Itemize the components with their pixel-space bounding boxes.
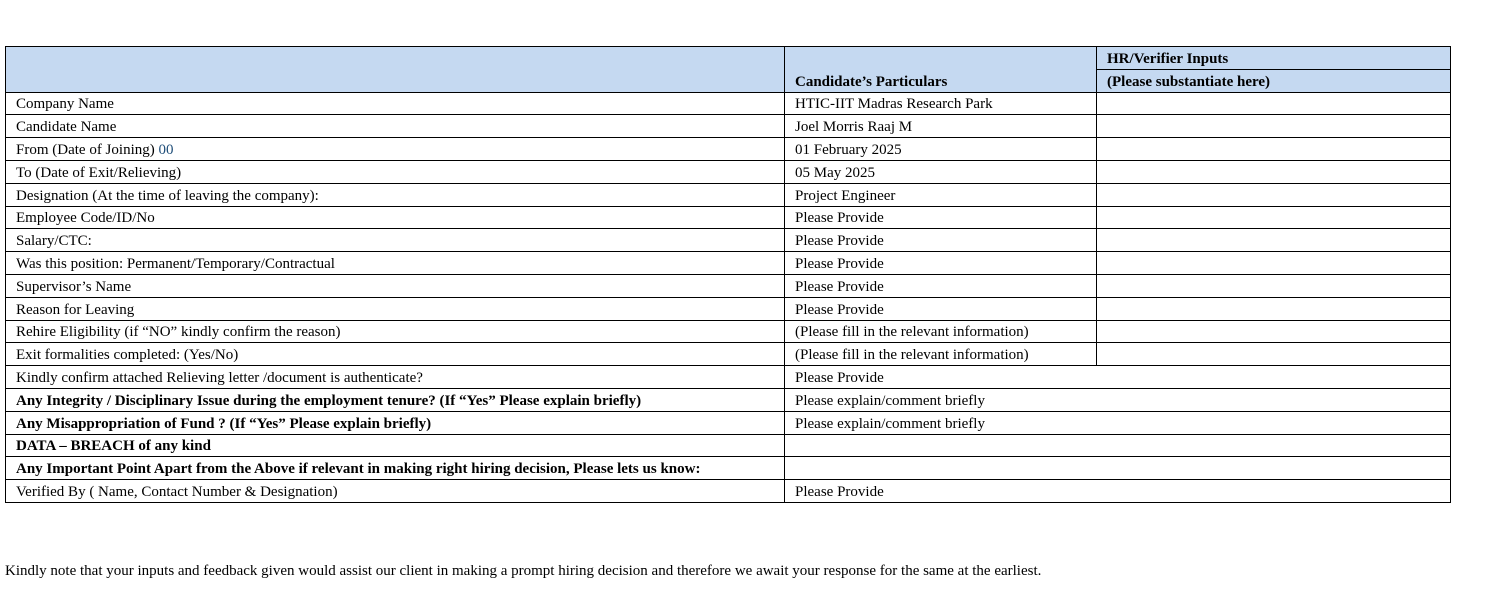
row-value: (Please fill in the relevant information)	[785, 320, 1097, 343]
table-row	[6, 252, 1451, 275]
row-value: Please Provide	[785, 297, 1097, 320]
table-row	[6, 138, 1451, 161]
table-row	[6, 457, 1451, 480]
table-row	[6, 274, 1451, 297]
table-row	[6, 115, 1451, 138]
row-label: Company Name	[6, 92, 785, 115]
row-label: Supervisor’s Name	[6, 274, 785, 297]
hr-input-cell[interactable]	[1097, 160, 1451, 183]
row-value: Please Provide	[785, 274, 1097, 297]
row-label-suffix: 00	[158, 141, 174, 158]
row-label: DATA – BREACH of any kind	[6, 434, 785, 457]
row-value-wide[interactable]: Please Provide	[785, 366, 1451, 389]
hr-input-cell[interactable]	[1097, 297, 1451, 320]
row-value: 01 February 2025	[785, 138, 1097, 161]
footer-note: Kindly note that your inputs and feedback given would assist our client in making a prompt hiring decision and therefore we await your response for the same at the earliest.	[5, 563, 1042, 579]
row-label: Any Important Point Apart from the Above if relevant in making right hiring decision, Please lets us know:	[6, 457, 785, 480]
hr-input-cell[interactable]	[1097, 206, 1451, 229]
row-value-wide[interactable]: Please Provide	[785, 480, 1451, 503]
row-value-wide[interactable]: Please explain/comment briefly	[785, 411, 1451, 434]
hr-input-cell[interactable]	[1097, 252, 1451, 275]
hr-input-cell[interactable]	[1097, 343, 1451, 366]
row-label: Any Integrity / Disciplinary Issue during the employment tenure? (If “Yes” Please explain briefly)	[6, 388, 785, 411]
table-row	[6, 366, 1451, 389]
row-value: Please Provide	[785, 252, 1097, 275]
row-label: Candidate Name	[6, 115, 785, 138]
row-label: To (Date of Exit/Relieving)	[6, 160, 785, 183]
row-value: Please Provide	[785, 229, 1097, 252]
table-row	[6, 480, 1451, 503]
table-row	[6, 206, 1451, 229]
row-value: 05 May 2025	[785, 160, 1097, 183]
header-blank-cell	[6, 47, 785, 93]
row-value: Joel Morris Raaj M	[785, 115, 1097, 138]
hr-input-cell[interactable]	[1097, 320, 1451, 343]
header-please-substantiate: (Please substantiate here)	[1097, 69, 1451, 92]
row-label-text: From (Date of Joining)	[16, 141, 155, 158]
row-label: Salary/CTC:	[6, 229, 785, 252]
table-row	[6, 92, 1451, 115]
table-row	[6, 229, 1451, 252]
row-label: Exit formalities completed: (Yes/No)	[6, 343, 785, 366]
row-value: (Please fill in the relevant information)	[785, 343, 1097, 366]
table-row	[6, 411, 1451, 434]
hr-input-cell[interactable]	[1097, 229, 1451, 252]
row-label: Designation (At the time of leaving the company):	[6, 183, 785, 206]
hr-input-cell[interactable]	[1097, 274, 1451, 297]
table-row	[6, 183, 1451, 206]
table-row	[6, 343, 1451, 366]
row-label: Any Misappropriation of Fund ? (If “Yes” Please explain briefly)	[6, 411, 785, 434]
header-hr-verifier-inputs: HR/Verifier Inputs	[1097, 47, 1451, 70]
row-label: Was this position: Permanent/Temporary/Contractual	[6, 252, 785, 275]
hr-input-cell[interactable]	[1097, 138, 1451, 161]
row-label: Kindly confirm attached Relieving letter /document is authenticate?	[6, 366, 785, 389]
row-value: Please Provide	[785, 206, 1097, 229]
header-candidate-particulars: Candidate’s Particulars	[785, 47, 1097, 93]
table-row	[6, 434, 1451, 457]
table-row	[6, 160, 1451, 183]
hr-input-cell[interactable]	[1097, 92, 1451, 115]
row-value: Project Engineer	[785, 183, 1097, 206]
table-row	[6, 320, 1451, 343]
row-value-wide[interactable]	[785, 434, 1451, 457]
row-label: Employee Code/ID/No	[6, 206, 785, 229]
row-label	[6, 138, 785, 161]
verification-form-table	[5, 46, 1451, 503]
row-value: HTIC-IIT Madras Research Park	[785, 92, 1097, 115]
hr-input-cell[interactable]	[1097, 115, 1451, 138]
row-label: Reason for Leaving	[6, 297, 785, 320]
row-value-wide[interactable]	[785, 457, 1451, 480]
row-value-wide[interactable]: Please explain/comment briefly	[785, 388, 1451, 411]
table-row	[6, 388, 1451, 411]
row-label: Rehire Eligibility (if “NO” kindly confirm the reason)	[6, 320, 785, 343]
table-row	[6, 297, 1451, 320]
hr-input-cell[interactable]	[1097, 183, 1451, 206]
row-label: Verified By ( Name, Contact Number & Designation)	[6, 480, 785, 503]
